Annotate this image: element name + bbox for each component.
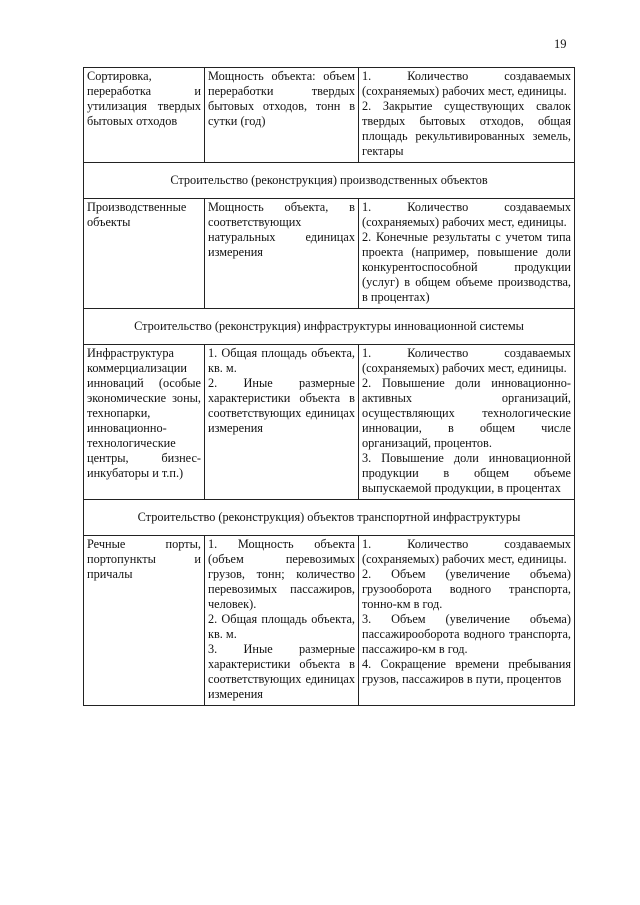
cell-paragraph: 1. Мощность объекта (объем перевозимых грузов, тонн; количество перевозимых пассажиров, человек). [208, 537, 355, 611]
object-type-cell [84, 345, 205, 500]
cell-paragraph: Речные порты, портопункты и причалы [87, 537, 201, 581]
cell-paragraph: Мощность объекта, в соответствующих натуральных единицах измерения [208, 200, 355, 259]
section-row [84, 500, 575, 536]
cell-paragraph: Сортировка, переработка и утилизация твердых бытовых отходов [87, 69, 201, 128]
results-cell [359, 536, 575, 706]
table-row [84, 536, 575, 706]
cell-paragraph: 3. Объем (увеличение объема) пассажирооборота водного транспорта, пассажиро-км в год. [362, 612, 571, 656]
cell-paragraph: 2. Повышение доли инновационно-активных организаций, осуществляющих технологические инновации, в общем числе организаций, процентов. [362, 376, 571, 450]
object-type-cell [84, 199, 205, 309]
cell-paragraph: 1. Количество создаваемых (сохраняемых) рабочих мест, единицы. [362, 200, 571, 229]
cell-paragraph: 1. Количество создаваемых (сохраняемых) рабочих мест, единицы. [362, 537, 571, 566]
table-row [84, 199, 575, 309]
section-title: Строительство (реконструкция) объектов транспортной инфраструктуры [84, 500, 575, 536]
section-row [84, 163, 575, 199]
cell-paragraph: 2. Конечные результаты с учетом типа проекта (например, повышение доли конкурентоспособной продукции (услуг) в общем объеме производства, в процентах) [362, 230, 571, 304]
section-title: Строительство (реконструкция) производственных объектов [84, 163, 575, 199]
table-row [84, 345, 575, 500]
capacity-cell [205, 68, 359, 163]
results-cell [359, 199, 575, 309]
capacity-cell [205, 199, 359, 309]
object-type-cell [84, 68, 205, 163]
table-body [84, 68, 575, 706]
capacity-cell [205, 345, 359, 500]
object-type-cell [84, 536, 205, 706]
cell-paragraph: Производственные объекты [87, 200, 187, 229]
cell-paragraph: 1. Общая площадь объекта, кв. м. [208, 346, 355, 375]
cell-paragraph: 1. Количество создаваемых (сохраняемых) рабочих мест, единицы. [362, 69, 571, 98]
cell-paragraph: 2. Закрытие существующих свалок твердых бытовых отходов, общая площадь рекультивированных земель, гектары [362, 99, 571, 158]
cell-paragraph: 2. Общая площадь объекта, кв. м. [208, 612, 355, 641]
cell-paragraph: 3. Иные размерные характеристики объекта в соответствующих единицах измерения [208, 642, 355, 701]
results-cell [359, 345, 575, 500]
section-title: Строительство (реконструкция) инфраструктуры инновационной системы [84, 309, 575, 345]
table-row [84, 68, 575, 163]
cell-paragraph: 3. Повышение доли инновационной продукции в общем объеме выпускаемой продукции, в процентах [362, 451, 571, 495]
section-row [84, 309, 575, 345]
cell-paragraph: 2. Объем (увеличение объема) грузооборота водного транспорта, тонно-км в год. [362, 567, 571, 611]
cell-paragraph: 4. Сокращение времени пребывания грузов, пассажиров в пути, процентов [362, 657, 571, 686]
page-number: 19 [554, 37, 567, 51]
document-table [83, 67, 575, 706]
cell-paragraph: 1. Количество создаваемых (сохраняемых) рабочих мест, единицы. [362, 346, 571, 375]
capacity-cell [205, 536, 359, 706]
cell-paragraph: Мощность объекта: объем переработки твердых бытовых отходов, тонн в сутки (год) [208, 69, 355, 128]
results-cell [359, 68, 575, 163]
cell-paragraph: Инфраструктура коммерциализации инноваций (особые экономические зоны, технопарки, инновационно-технологические центры, бизнес-инкубаторы и т.п.) [87, 346, 201, 480]
cell-paragraph: 2. Иные размерные характеристики объекта в соответствующих единицах измерения [208, 376, 355, 435]
